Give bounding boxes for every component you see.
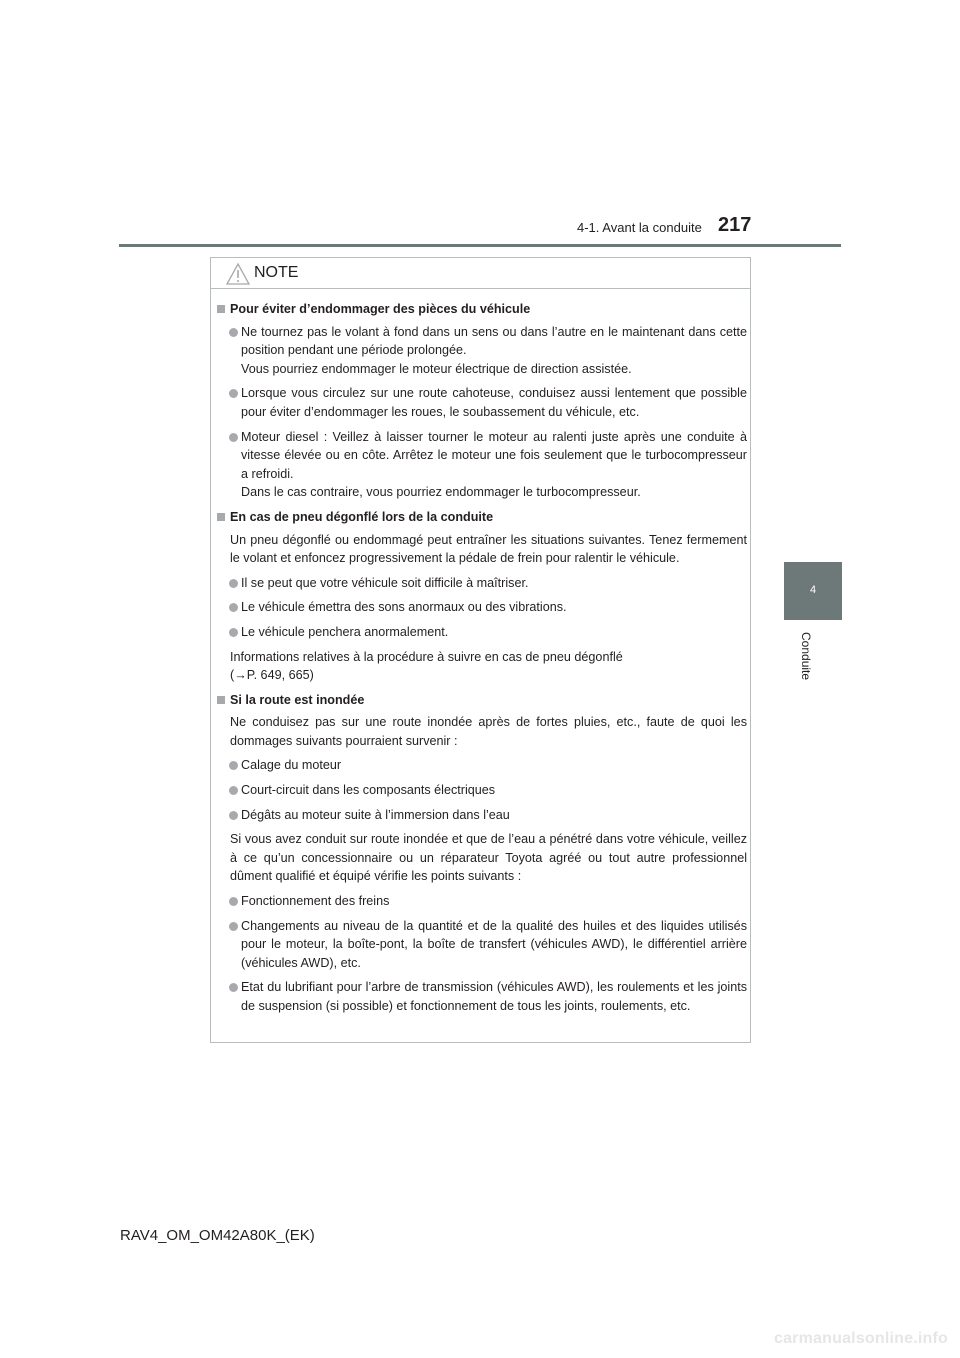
list-item-text: Changements au niveau de la quantité et de la qualité des huiles et des liquides utilisés pour le moteur, la boîte-pont, la boîte de transfert (véhicules AWD), le différentiel arrière (véhicules AWD), etc. [241,918,747,970]
page-reference: (→P. 649, 665) [230,668,314,683]
chapter-label [800,632,814,712]
list-item [217,384,747,421]
list-item-text: Le véhicule émettra des sons anormaux ou des vibrations. [241,600,567,615]
section-heading: Si la route est inondée [217,691,747,710]
list-item-text: Etat du lubrifiant pour l’arbre de transmission (véhicules AWD), les roulements et les joints de suspension (si possible) et fonctionnement de tous les joints, roulements, etc. [241,980,747,1013]
header-rule [119,244,841,247]
paragraph: Un pneu dégonflé ou endommagé peut entraîner les situations suivantes. Tenez fermement le volant et enfoncez progressivement la pédale de frein pour ralentir le véhicule. [230,532,747,566]
list-item-text: Fonctionnement des freins [241,894,390,909]
list-item-text: Le véhicule penchera anormalement. [241,624,449,639]
page-number: 217 [718,214,752,236]
list-item-text: Il se peut que votre véhicule soit difficile à maîtriser. [241,575,529,590]
section-heading: En cas de pneu dégonflé lors de la conduite [217,508,747,527]
list-item-text: Ne tournez pas le volant à fond dans un sens ou dans l’autre en le maintenant dans cette position pendant une période prolongée. [241,324,747,358]
note-header [211,258,750,289]
bullet-icon [229,389,238,398]
list-item-text: Calage du moteur [241,758,342,773]
bullet-icon [229,897,238,906]
chapter-number: 4 [809,584,817,596]
bullet-icon [229,603,238,612]
list-item-text: Court-circuit dans les composants électriques [241,783,496,798]
note-body [217,300,747,1022]
paragraph: Si vous avez conduit sur route inondée et que de l’eau a pénétré dans votre véhicule, veillez à ce qu’un concessionnaire ou un réparateur Toyota agréé ou tout autre professionnel dûment qualifié et équipé vérifie les points suivants : [230,832,747,884]
chapter-label-text: Conduite [799,632,813,681]
list-item [217,892,747,911]
list-item-text: Moteur diesel : Veillez à laisser tourner le moteur au ralenti juste après une conduite à vitesse élevée ou en côte. Arrêtez le moteur une fois seulement que le turbocompresseur a refroidi. [241,429,747,481]
bullet-icon [229,922,238,931]
bullet-icon [229,579,238,588]
list-item-extra: Dans le cas contraire, vous pourriez endommager le turbocompresseur. [241,485,641,500]
list-item [217,598,747,617]
list-item [217,428,747,502]
bullet-icon [229,983,238,992]
list-item [217,978,747,1015]
bullet-icon [229,761,238,770]
list-item-text: Lorsque vous circulez sur une route cahoteuse, conduisez aussi lentement que possible pour éviter d’endommager les roues, le soubassement du véhicule, etc. [241,386,747,419]
section-heading: Pour éviter d’endommager des pièces du véhicule [217,300,747,319]
bullet-icon [229,786,238,795]
bullet-icon [229,328,238,337]
note-box [210,257,751,1043]
list-item [217,323,747,379]
list-item-text: Dégâts au moteur suite à l’immersion dans l’eau [241,807,510,822]
watermark: carmanualsonline.info [773,1330,948,1347]
chapter-tab[interactable] [784,562,842,620]
section-title: 4-1. Avant la conduite [577,220,702,235]
note-title: NOTE [254,264,299,281]
list-item [217,756,747,775]
paragraph-text: Informations relatives à la procédure à suivre en cas de pneu dégonflé [230,649,623,664]
list-item [217,917,747,973]
list-item [217,623,747,642]
warning-icon [226,263,250,285]
bullet-icon [229,433,238,442]
list-item [217,806,747,825]
paragraph [217,648,747,685]
bullet-icon [229,628,238,637]
list-item-extra: Vous pourriez endommager le moteur électrique de direction assistée. [241,361,632,376]
list-item [217,781,747,800]
paragraph: Ne conduisez pas sur une route inondée après de fortes pluies, etc., faute de quoi les dommages suivants pourraient survenir : [230,715,747,748]
list-item [217,574,747,593]
bullet-icon [229,811,238,820]
document-code: RAV4_OM_OM42A80K_(EK) [120,1227,315,1244]
